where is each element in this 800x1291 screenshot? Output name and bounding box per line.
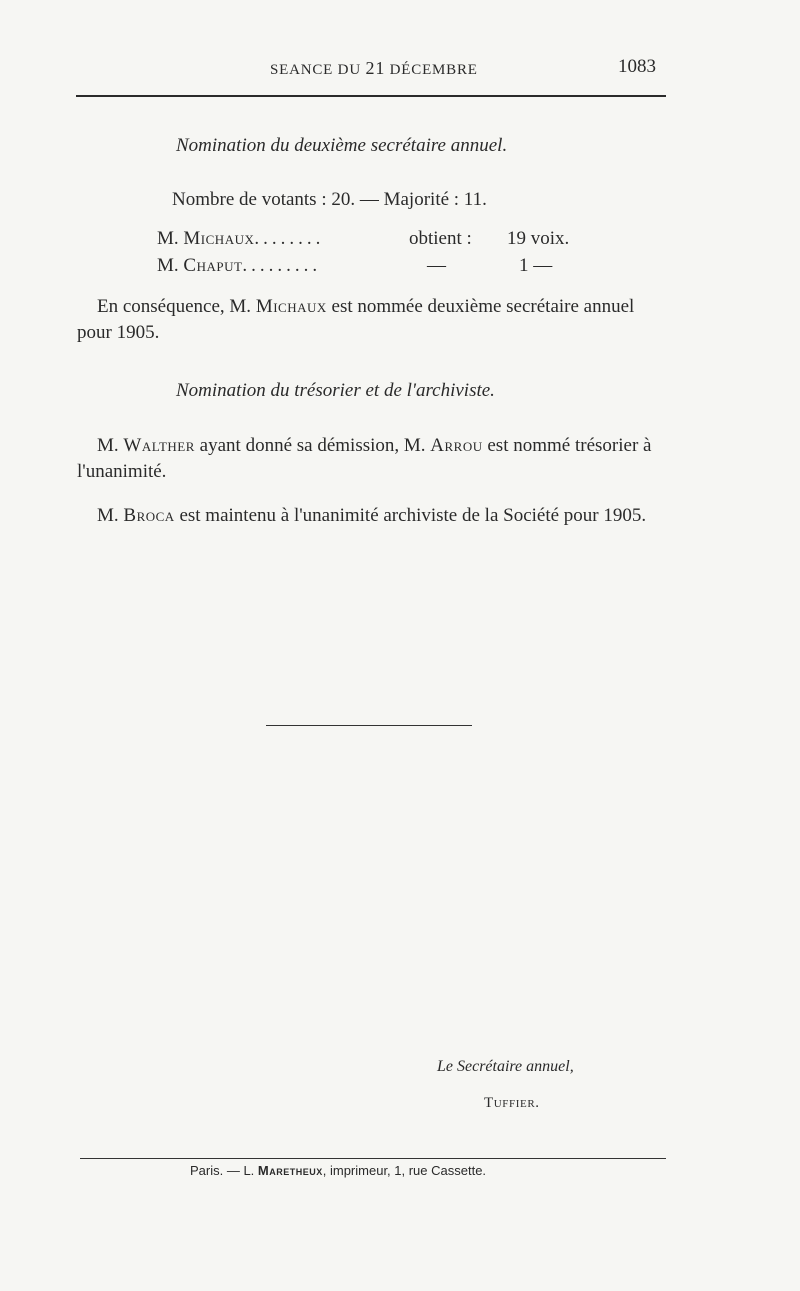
section1-paragraph	[77, 294, 667, 346]
para-text: M.	[97, 435, 124, 456]
section2-paragraph-2	[77, 503, 667, 529]
vote-verb: —	[427, 255, 446, 276]
candidate-name: Michaux	[183, 228, 255, 249]
running-head	[270, 58, 478, 79]
candidate-name: Chaput	[183, 255, 243, 276]
person-name: Walther	[123, 435, 195, 456]
person-name: Broca	[123, 505, 175, 526]
imprint-text: , imprimeur, 1, rue Cassette.	[322, 1163, 487, 1178]
vote-row-chaput	[157, 255, 587, 277]
printer-imprint	[190, 1163, 486, 1178]
section2-paragraph-1	[77, 433, 667, 485]
para-text: En conséquence, M.	[97, 296, 256, 317]
printer-name: Maretheux	[257, 1163, 323, 1178]
leader-dots: .........	[242, 255, 322, 276]
para-text: est maintenu à l'unanimité archiviste de la Société pour 1905.	[174, 505, 647, 526]
para-text: ayant donné sa démission, M.	[194, 435, 431, 456]
vote-row-prefix: M.	[157, 255, 184, 276]
vote-count: 1 —	[519, 255, 553, 276]
imprint-text: Paris. — L.	[190, 1163, 258, 1178]
running-head-pre: SEANCE DU	[270, 62, 366, 78]
running-head-day: 21	[365, 58, 386, 78]
vote-count: 19 voix.	[507, 228, 570, 249]
vote-row-michaux	[157, 228, 587, 250]
para-text: est nommée deuxième secrétaire annuel pour 1905.	[77, 296, 635, 343]
signature-name: Tuffier.	[484, 1095, 540, 1111]
leader-dots: ........	[254, 228, 325, 249]
para-text: M.	[97, 505, 124, 526]
page-number: 1083	[618, 56, 656, 77]
person-name: Michaux	[255, 296, 327, 317]
signature-title: Le Secrétaire annuel,	[437, 1058, 574, 1075]
header-rule	[76, 95, 666, 97]
section1-heading: Nomination du deuxième secrétaire annuel.	[176, 135, 508, 156]
votes-line: Nombre de votants : 20. — Majorité : 11.	[172, 189, 487, 210]
person-name: Arrou	[430, 435, 483, 456]
footer-rule	[80, 1158, 666, 1159]
section2-heading: Nomination du trésorier et de l'archiviste.	[176, 380, 495, 401]
section-end-rule	[266, 725, 472, 726]
vote-verb: obtient :	[409, 228, 472, 249]
vote-row-prefix: M.	[157, 228, 184, 249]
para-text: est nommé trésorier à l'unanimité.	[77, 435, 652, 482]
running-head-post: DÉCEMBRE	[385, 62, 478, 78]
